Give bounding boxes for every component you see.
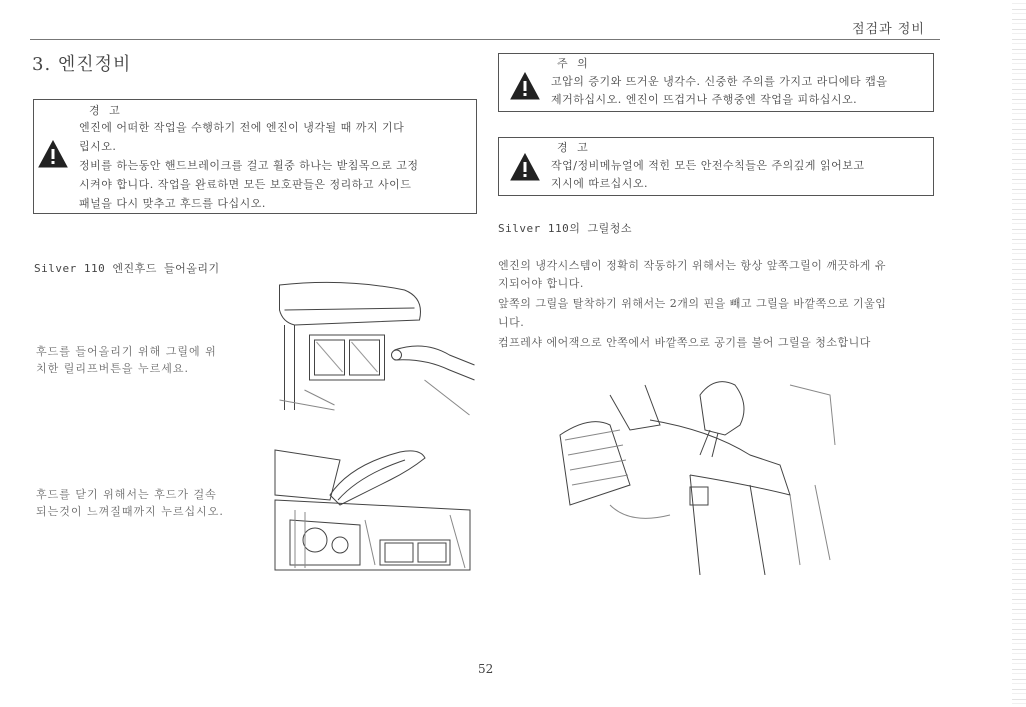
warning-title: 경 고 xyxy=(89,104,123,117)
grille-paragraph-line: 컴프레샤 에어잭으로 안쪽에서 바깥쪽으로 공기를 불어 그릴을 청소합니다 xyxy=(498,336,871,349)
warning-line: 정비를 하는동안 핸드브레이크를 걸고 휠중 하나는 받침목으로 고정 xyxy=(79,159,419,172)
warning-line: 패널을 다시 맞추고 후드를 다십시오. xyxy=(79,197,266,210)
scan-edge xyxy=(1012,0,1026,707)
hood-open-caption: 치한 릴리프버튼을 누르세요. xyxy=(36,362,190,375)
header-divider xyxy=(30,39,940,40)
caution-line: 고압의 증기와 뜨거운 냉각수. 신중한 주의를 가지고 라디에타 캡을 xyxy=(551,75,888,88)
grille-paragraph-line: 지되어야 합니다. xyxy=(498,277,584,290)
warning-title: 경 고 xyxy=(557,141,591,154)
grille-heading: Silver 110의 그릴청소 xyxy=(498,222,632,235)
grille-paragraph-line: 니다. xyxy=(498,316,525,329)
running-header: 점검과 정비 xyxy=(852,22,925,37)
caution-line: 제거하십시오. 엔진이 뜨겁거나 주행중엔 작업을 피하십시오. xyxy=(551,93,858,106)
warning-box-left xyxy=(33,99,477,214)
warning-line: 작업/정비메뉴얼에 적힌 모든 안전수칙들은 주의깊게 읽어보고 xyxy=(551,159,865,172)
warning-line: 지시에 따르십시오. xyxy=(551,177,649,190)
hood-heading: Silver 110 엔진후드 들어올리기 xyxy=(34,262,220,275)
grille-paragraph-line: 앞쪽의 그릴을 탈착하기 위해서는 2개의 핀을 빼고 그릴을 바깥쪽으로 기울입 xyxy=(498,297,887,310)
hood-close-caption: 되는것이 느껴질때까지 누르십시오. xyxy=(36,505,224,518)
hood-open-caption: 후드를 들어올리기 위해 그릴에 위 xyxy=(36,345,217,358)
hood-release-illustration xyxy=(272,280,477,420)
grille-cleaning-illustration xyxy=(550,375,840,575)
warning-box-right xyxy=(498,137,934,196)
warning-triangle-icon xyxy=(38,140,68,168)
page-number: 52 xyxy=(478,662,494,676)
warning-line: 립시오. xyxy=(79,140,117,153)
open-hood-illustration xyxy=(270,440,475,580)
caution-title: 주 의 xyxy=(557,57,591,70)
warning-line: 엔진에 어떠한 작업을 수행하기 전에 엔진이 냉각될 때 까지 기다 xyxy=(79,121,405,134)
warning-line: 시켜야 합니다. 작업을 완료하면 모든 보호판들은 정리하고 사이드 xyxy=(79,178,412,191)
section-title: 3. 엔진정비 xyxy=(32,54,132,75)
hood-close-caption: 후드를 닫기 위해서는 후드가 걸속 xyxy=(36,488,217,501)
warning-triangle-icon xyxy=(510,153,540,181)
caution-box xyxy=(498,53,934,112)
warning-triangle-icon xyxy=(510,72,540,100)
grille-paragraph-line: 엔진의 냉각시스템이 정확히 작동하기 위해서는 항상 앞쪽그릴이 깨끗하게 유 xyxy=(498,259,887,272)
